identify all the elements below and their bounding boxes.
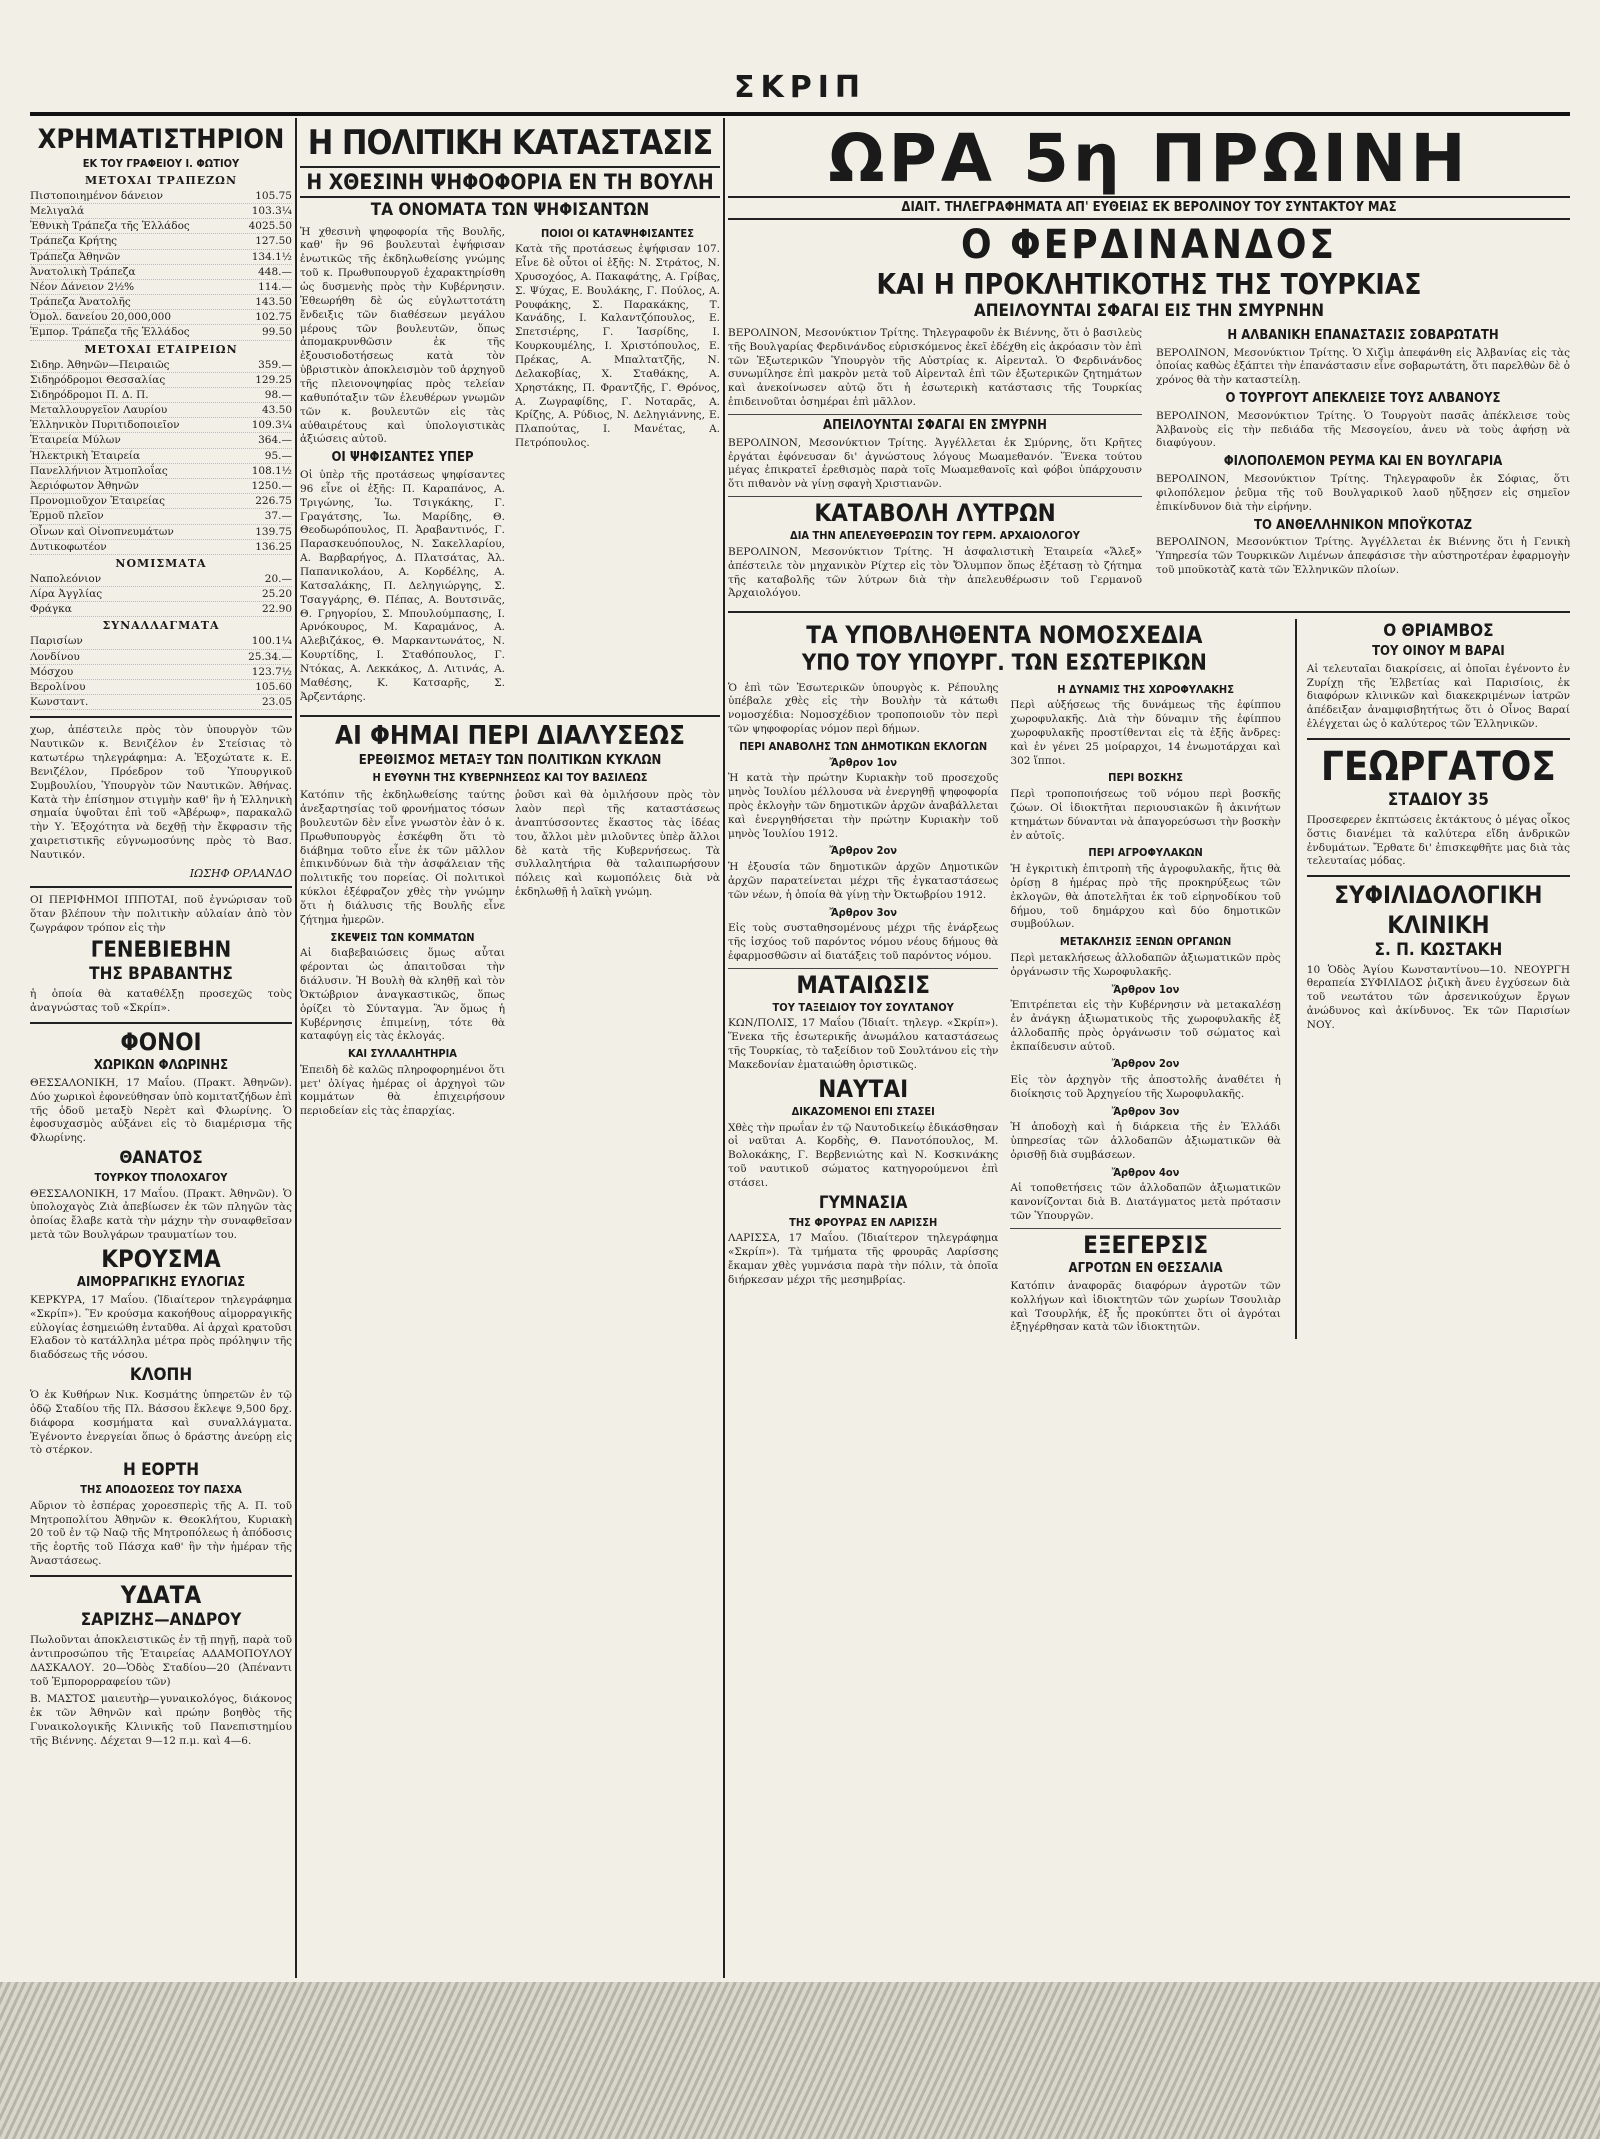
- stock-price: 25.20: [261, 588, 292, 601]
- stock-row: [30, 650, 292, 665]
- stock-row: [30, 280, 292, 295]
- stock-price: 1250.—: [251, 479, 292, 492]
- stock-row: [30, 250, 292, 265]
- field-guards-title: ΠΕΡΙ ΑΓΡΟΦΥΛΑΚΩΝ: [1088, 846, 1203, 860]
- stock-name: Ἀεριόφωτον Ἀθηνῶν: [30, 479, 139, 492]
- triumph-title: Ο ΘΡΙΑΜΒΟΣ: [1383, 621, 1494, 642]
- ferdinand-title: Ο ΦΕΡΔΙΝΑΝΔΟΣ: [961, 221, 1337, 268]
- gendarmerie-text: Περὶ αὐξήσεως τῆς δυνάμεως τῆς ἐφίππου χωροφυλακῆς. Διὰ τὴν δύναμιν τῆς ἐφίππου χωροφυλακῆς προστίθενται εἰς τὰ ἐξῆς ἄνδρες: καὶ ἐν γένει 25 μοίραρχοι, 14 ἐνωμοτάρχαι καὶ 302 ἵπποι.: [1010, 699, 1281, 767]
- article-3-text: Εἰς τοὺς συσταθησομένους μέχρι τῆς ἐνάρξεως τῆς ἰσχύος τοῦ παρόντος νόμου νέους δήμους θὰ ἐφαρμοσθῶσιν αἱ διατάξεις τοῦ παρόντος νόμου.: [728, 922, 999, 962]
- stock-name: Ὁμολ. δανείου 20,000,000: [30, 311, 172, 324]
- gym-subtitle: ΤΗΣ ΦΡΟΥΡΑΣ ΕΝ ΛΑΡΙΣΣΗ: [789, 1215, 938, 1229]
- article-2-text: Ἡ ἐξουσία τῶν δημοτικῶν ἀρχῶν Δημοτικῶν ἀρχῶν παρατείνεται μέχρι τῆς ἐγκαταστάσεως τῶν νέων, ἡ ὁποία θὰ γίνῃ τὴν Ὀκτωβρίου 1912.: [728, 860, 999, 901]
- turgut-title: Ο ΤΟΥΡΓΟΥΤ ΑΠΕΚΛΕΙΣΕ ΤΟΥΣ ΑΛΒΑΝΟΥΣ: [1225, 391, 1501, 407]
- stock-row: [30, 634, 292, 649]
- theft-title: ΚΛΟΠΗ: [129, 1365, 193, 1386]
- stock-name: Οἶνων καὶ Οἰνοπνευμάτων: [30, 525, 174, 538]
- stock-price: 123.7½: [251, 665, 292, 678]
- stock-price: 22.90: [261, 603, 292, 616]
- rally-text: Ἐπειδὴ δὲ καλῶς πληροφορημένοι ὅτι μετ' ὀλίγας ἡμέρας οἱ ἀρχηγοὶ τῶν κομμάτων θὰ ἐπιχειρήσουν περιοδείαν εἰς τὰς ἐπαρχίας.: [300, 1063, 505, 1118]
- bulgaria-war-text: ΒΕΡΟΛΙΝΟΝ, Μεσονύκτιον Τρίτης. Τηλεγραφοῦν ἐκ Σόφιας, ὅτι φιλοπόλεμον ῥεῦμα τῆς τοῦ Βουλγαρικοῦ λαοῦ ηὔξησεν εἰς σημεῖον ἐπικίνδυνον διὰ τὴν εἰρήνην.: [1156, 472, 1570, 513]
- column-divider: [723, 118, 725, 1978]
- gym-text: ΛΑΡΙΣΣΑ, 17 Μαΐου. (Ἰδιαίτερον τηλεγράφημα «Σκρίπ»). Τὰ τμήματα τῆς φρουρᾶς Λαρίσσης ἔκαμαν χθὲς γυμνάσια παρὰ τὴν πόλιν, τὰ ὁποῖα διήρκεσαν μέχρι τῆς μεσημβρίας.: [728, 1232, 999, 1286]
- stock-name: Νέον Δάνειον 2½%: [30, 280, 135, 293]
- stock-row: [30, 403, 292, 418]
- rally-title: ΚΑΙ ΣΥΛΛΑΛΗΤΗΡΙΑ: [348, 1047, 457, 1061]
- foreign-article-2-heading: Ἄρθρον 2ον: [1111, 1057, 1180, 1071]
- foreign-article-4-heading: Ἄρθρον 4ον: [1111, 1165, 1180, 1179]
- stock-row: [30, 479, 292, 494]
- bulgaria-war-title: ΦΙΛΟΠΟΛΕΜΟΝ ΡΕΥΜΑ ΚΑΙ ΕΝ ΒΟΥΛΓΑΡΙΑ: [1223, 454, 1503, 470]
- easter-subtitle: ΤΗΣ ΑΠΟΔΟΣΕΩΣ ΤΟΥ ΠΑΣΧΑ: [80, 1483, 242, 1497]
- stock-name: Κωνσταντ.: [30, 696, 89, 709]
- stock-name: Μεταλλουργεῖον Λαυρίου: [30, 404, 168, 417]
- stock-name: Ἑταιρεία Μύλων: [30, 434, 121, 447]
- stock-price: 108.1½: [251, 464, 292, 477]
- stock-name: Μόσχου: [30, 665, 74, 678]
- stock-row: [30, 325, 292, 340]
- stock-price: 23.05: [261, 696, 292, 709]
- gendarmerie-title: Η ΔΥΝΑΜΙΣ ΤΗΣ ΧΩΡΟΦΥΛΑΚΗΣ: [1057, 682, 1234, 696]
- sailors-subtitle: ΔΙΚΑΖΟΜΕΝΟΙ ΕΠΙ ΣΤΑΣΕΙ: [791, 1105, 935, 1118]
- stock-row: [30, 388, 292, 403]
- stock-price: 20.—: [264, 572, 292, 585]
- bank-stocks-list: [30, 189, 292, 341]
- column-3: [728, 122, 1570, 1972]
- stock-name: Σιδηρόδρομοι Θεσσαλίας: [30, 373, 166, 386]
- stock-row: [30, 265, 292, 280]
- stock-price: 25.34.—: [248, 650, 292, 663]
- grazing-title: ΠΕΡΙ ΒΟΣΚΗΣ: [1108, 771, 1184, 785]
- foreign-article-4-text: Αἱ τοποθετήσεις τῶν ἀλλοδαπῶν ἀξιωματικῶν κανονίζονται διὰ Β. Διατάγματος μετὰ πρότασιν τῶν Ὑπουργῶν.: [1010, 1182, 1281, 1223]
- easter-text: Αὔριον τὸ ἑσπέρας χοροεσπερὶς τῆς Α. Π. τοῦ Μητροπολίτου Ἀθηνῶν κ. Θεοκλήτου, Κυριακὴ 20 τοῦ ἐν τῷ Ναῷ τῆς Μητροπόλεως ἡ ἀπόδοσις τῆς ἑορτῆς τοῦ Πάσχα καθ' ἣν τὴν ἡμέραν τῆς Ἀναστάσεως.: [30, 1499, 292, 1568]
- clinic-title: ΣΥΦΙΛΙΔΟΛΟΓΙΚΗ: [1334, 881, 1543, 910]
- stock-row: [30, 310, 292, 325]
- foreign-article-2-text: Εἰς τὸν ἀρχηγὸν τῆς ἀποστολῆς ἀναθέτει ἡ διοίκησις τοῦ Ἀρχηγείου τῆς Χωροφυλακῆς.: [1010, 1074, 1281, 1100]
- stock-name: Φράγκα: [30, 603, 72, 616]
- uprising-text: Κατόπιν ἀναφορᾶς διαφόρων ἀγροτῶν τῶν κολλήγων καὶ ἰδιοκτητῶν τῶν χωρίων Τσουλιὰρ καὶ Τσουρλήκ, ἐξ ἧς προκύπτει ὅτι οἱ ἀγρόται ἐξηγέρθησαν κατὰ τῶν ἰδιοκτητῶν.: [1010, 1279, 1281, 1334]
- death-subtitle: ΤΟΥΡΚΟΥ ΤΠΟΛΟΧΑΓΟΥ: [94, 1171, 228, 1185]
- ferdinand-text: ΒΕΡΟΛΙΝΟΝ, Μεσονύκτιον Τρίτης. Τηλεγραφοῦν ἐκ Βιέννης, ὅτι ὁ βασιλεὺς τῆς Βουλγαρίας Φερδινάνδος εὑρισκόμενος ἐκεῖ ἐδέχθη εἰς ἀκρόασιν τὸν ἐπὶ τῶν Ἐξωτερικῶν Ὑπουργὸν τῆς Αὐστρίας κ. Αἰρενταλ. Ὁ Φερδινάνδος συνωμίλησε ἐπὶ μακρὸν μετὰ τοῦ Αἰρενταλ ἐπὶ τῶν ἐξωτερικῶν ζητημάτων καὶ ἀνεκοίνωσεν αὐτῷ ὅτι ἡ ἐσωτερικὴ κατάστασις τῆς Τουρκίας ἐπιδεινοῦται ὁσημέραι ἐπὶ μᾶλλον.: [728, 326, 1142, 409]
- rumors-text-b: ῥοῦσι καὶ θὰ ὁμιλήσουν πρὸς τὸν λαὸν περὶ τῆς καταστάσεως ἀναπτύσσοντες ἕκαστος τὰς ἰδέας του, ἄλλοι μὲν μιλοῦντες ὑπὲρ ἄλλοι δὲ κατὰ τῆς Κυβερνήσεως. Τὰ συλλαλητήρια θὰ ταλαιπωρήσουν πόλεις καὶ κωμοπόλεις διὰ νὰ ἐκδηλωθῇ ἡ λαϊκὴ γνώμη.: [515, 789, 720, 899]
- murders-title: ΦΟΝΟΙ: [120, 1028, 202, 1057]
- waters-text: Πωλοῦνται ἀποκλειστικῶς ἐν τῇ πηγῇ, παρὰ τοῦ ἀντιπροσώπου τῆς Ἑταιρείας ΑΔΑΜΟΠΟΥΛΟΥ ΔΑΣΚΑΛΟΥ. 20—Ὁδὸς Σταδίου—20 (Ἀπέναντι τοῦ Ἐμπορορραφείου τῶν): [30, 1633, 292, 1688]
- torn-page-edge: [0, 1982, 1600, 2139]
- stock-price: 37.—: [264, 510, 292, 523]
- stock-name: Ναπολεόνιον: [30, 572, 102, 585]
- georgatos-subtitle: ΣΤΑΔΙΟΥ 35: [1387, 790, 1489, 811]
- smyrna-text: ΒΕΡΟΛΙΝΟΝ, Μεσονύκτιον Τρίτης. Ἀγγέλλεται ἐκ Σμύρνης, ὅτι Κρῆτες ἐργάται ἐφόνευσαν δι' ἀγνώστους λόγους Μωαμεθανόν. Ἕνεκα τούτου μέγας ἐπικρατεῖ ἐρεθισμὸς παρὰ τοῖς Μωαμεθανοῖς καὶ φόβοι ὑπάρχουσιν ὅτι πιθανὸν νὰ γίνῃ σφαγὴ Χριστιανῶν.: [728, 436, 1142, 491]
- stock-section-coins: ΝΟΜΙΣΜΑΤΑ: [115, 556, 207, 570]
- triumph-text: Αἱ τελευταῖαι διακρίσεις, αἱ ὁποῖαι ἐγένοντο ἐν Ζυρίχῃ τῆς Ἑλβετίας καὶ Παρισίοις, ἐκ διαφόρων κλινικῶν καὶ διακεκριμένων ἰατρῶν ἀπέδειξαν ἀναμφισβητήτως ὅτι ὁ Οἶνος Βαραί ἐλέγχεται ὡς ὁ καλύτερος τῶν Ἑλληνικῶν.: [1306, 662, 1570, 731]
- stock-price: 448.—: [258, 265, 292, 278]
- stock-price: 364.—: [258, 434, 292, 447]
- politics-title: Η ΠΟΛΙΤΙΚΗ ΚΑΤΑΣΤΑΣΙΣ: [307, 123, 713, 163]
- article-1-text: Ἡ κατὰ τὴν πρώτην Κυριακὴν τοῦ προσεχοῦς μηνὸς Ἰουλίου μέλλουσα νὰ ἐνεργηθῇ ψηφοφορία πρὸς ἐκλογὴν τῶν δημοτικῶν ἀρχῶν ἀναβάλλεται καὶ ἐνεργηθήσεται τὴν πρώτην Κυριακὴν τοῦ μηνὸς Ἰουλίου 1912.: [728, 772, 999, 840]
- stock-price: 105.60: [255, 680, 292, 693]
- stock-row: [30, 572, 292, 587]
- stock-price: 127.50: [255, 235, 292, 248]
- skepsis-text: Αἱ διαβεβαιώσεις ὅμως αὗται φέρονται ὡς ἀπαιτοῦσαι τὴν διάλυσιν. Ἡ Βουλὴ θὰ κληθῇ καὶ τὸν Ὀκτώβριον ἀναγκαστικῶς, ὅπως ὁρίζει τὸ Σύνταγμα. Ἂν ὅμως ἡ Κυβέρνησις ἐπιμείνῃ, τότε θὰ καταφύγῃ εἰς τὰς ἐκλογάς.: [300, 947, 505, 1043]
- clinic-text: 10 Ὁδὸς Ἁγίου Κωνσταντίνου—10. ΝΕΟΥΡΓΗ θεραπεία ΣΥΦΙΛΙΔΟΣ ῥιζικὴ ἄνευ ἐγχύσεων διὰ τοῦ νεωτάτου τῶν ἀρσενικούχων ἔργων ἀνώδυνος καὶ ἀκίνδυνος. Ἐκ τῶν Παρισίων ΝΟΥ.: [1306, 963, 1570, 1031]
- stock-price: 109.3¼: [251, 419, 292, 432]
- waters-title: ΥΔΑΤΑ: [120, 1580, 202, 1609]
- foreign-article-3-heading: Ἄρθρον 3ον: [1111, 1104, 1180, 1118]
- stock-price: 99.50: [261, 326, 292, 339]
- rumors-subtitle-2: Η ΕΥΘΥΝΗ ΤΗΣ ΚΥΒΕΡΝΗΣΕΩΣ ΚΑΙ ΤΟΥ ΒΑΣΙΛΕΩΣ: [372, 770, 648, 784]
- krousma-title: ΚΡΟΥΣΜΑ: [101, 1245, 221, 1273]
- uprising-subtitle: ΑΓΡΟΤΩΝ ΕΝ ΘΕΣΣΑΛΙΑ: [1068, 1261, 1223, 1277]
- sultan-subtitle: ΤΟΥ ΤΑΞΕΙΔΙΟΥ ΤΟΥ ΣΟΥΛΤΑΝΟΥ: [772, 1000, 954, 1014]
- boycott-title: ΤΟ ΑΝΘΕΛΛΗΝΙΚΟΝ ΜΠΟΫΚΟΤΑΖ: [1253, 517, 1472, 533]
- coins-list: [30, 572, 292, 618]
- ransom-title: ΚΑΤΑΒΟΛΗ ΛΥΤΡΩΝ: [814, 499, 1056, 528]
- stock-name: Πιστοποιημένον δάνειον: [30, 189, 163, 202]
- foreign-officers-text: Περὶ μετακλήσεως ἀλλοδαπῶν ἀξιωματικῶν πρὸς ὀργάνωσιν τῆς Χωροφυλακῆς.: [1010, 951, 1281, 978]
- field-guards-text: Ἡ ἐγκριτικὴ ἐπιτροπὴ τῆς ἀγροφυλακῆς, ἥτις θὰ ὁρίσῃ 8 ἡμέρας πρὸ τῆς προκηρύξεως τῶν ἐκλογῶν, θὰ ἀποτελῆται ἐκ τοῦ εἰρηνοδίκου τοῦ δήμου, τοῦ δημάρχου καὶ δύο δημοτικῶν συμβούλων.: [1010, 862, 1281, 931]
- telegram-signature: ΙΩΣΗΦ ΟΡΛΑΝΔΟ: [189, 866, 292, 880]
- stock-name: Ἑλληνικὸν Πυριτιδοποιεῖον: [30, 419, 180, 432]
- contra-text: Κατὰ τῆς προτάσεως ἐψήφισαν 107. Εἶνε δὲ οὗτοι οἱ ἑξῆς: Ν. Στράτος, Ν. Χρυσοχόος, Α. Πακαφάτης, Α. Γρίβας, Σ. Ψύχας, Ε. Βουλάκης, Γ. Πούλος, Α. Ρουφάκης, Σ. Παρακάκης, Τ. Κανάδης, Ι. Καλαντζόπουλος, Ε. Σπετσιέρης, Γ. Ἰασρίδης, Ι. Κουρκουμέλης, Ι. Χριστόπουλος, Ε. Πρέκας, Α. Μπαλτατζῆς, Ν. Δελακοβίας, Χ. Σταθάκης, Α. Χρηστάκης, Π. Φραντζῆς, Γ. Θρόνος, Α. Ζωγραφίδης, Γ. Νοταρᾶς, Α. Κρίζης, Α. Ρύδιος, Ν. Δεληγιάννης, Ε. Πλαπούτας, Ι. Μανέτας, Α. Πετρόπουλος.: [515, 243, 720, 450]
- uprising-title: ΕΞΕΓΕΡΣΙΣ: [1083, 1231, 1209, 1259]
- exchange-list: [30, 634, 292, 710]
- article-2-heading: Ἄρθρον 2ον: [829, 844, 898, 858]
- bills-title: ΤΑ ΥΠΟΒΛΗΘΕΝΤΑ ΝΟΜΟΣΧΕΔΙΑ: [806, 621, 1203, 650]
- stock-price: 103.3¼: [251, 205, 292, 218]
- boycott-text: ΒΕΡΟΛΙΝΟΝ, Μεσονύκτιον Τρίτης. Ἀγγέλλεται ἐκ Βιέννης ὅτι ἡ Γενικὴ Ὑπηρεσία τῶν Τουρκικῶν Λιμένων ἀπεφάσισε τὴν αὐστηροτέραν ἐφαρμογὴν τοῦ μποϋκοτὰζ κατὰ τῶν Ἑλληνικῶν πλοίων.: [1156, 536, 1570, 576]
- stock-name: Ἠλεκτρικὴ Ἑταιρεία: [30, 449, 141, 462]
- stock-name: Σιδηρ. Ἀθηνῶν—Πειραιῶς: [30, 358, 170, 371]
- stock-row: [30, 418, 292, 433]
- stock-row: [30, 602, 292, 617]
- stock-row: [30, 204, 292, 219]
- sailors-title: ΝΑΥΤΑΙ: [818, 1074, 909, 1103]
- albania-title: Η ΑΛΒΑΝΙΚΗ ΕΠΑΝΑΣΤΑΣΙΣ ΣΟΒΑΡΩΤΑΤΗ: [1227, 327, 1499, 343]
- stock-row: [30, 509, 292, 524]
- death-title: ΘΑΝΑΤΟΣ: [119, 1148, 203, 1169]
- voters-title: ΟΙ ΨΗΦΙΣΑΝΤΕΣ ΥΠΕΡ: [331, 450, 474, 466]
- stock-name: Τράπεζα Ἀθηνῶν: [30, 250, 121, 263]
- grazing-text: Περὶ τροποποιήσεως τοῦ νόμου περὶ βοσκῆς ζώων. Οἱ ἰδιοκτῆται περιουσιακῶν ἢ ἀκινήτων κτημάτων δύνανται νὰ ἀπαγορεύσωσι τὴν βοσκὴν ἐν αὐτοῖς.: [1010, 787, 1281, 842]
- albania-text: ΒΕΡΟΛΙΝΟΝ, Μεσονύκτιον Τρίτης. Ὁ Χιζὶμ ἀπεφάνθη εἰς Ἀλβανίας εἰς τὰς ὁποίας καθὼς ἐξάπτει τὴν ἐπανάστασιν εἶνε σοβαρωτάτη, ὅτι παρελθὼν δὲ ὁ χρόνος θὰ τὴν καταστείλῃ.: [1156, 346, 1570, 387]
- stock-name: Λίρα Ἀγγλίας: [30, 588, 103, 601]
- morning-banner: ΩΡΑ 5η ΠΡΩΙΝΗ: [828, 122, 1470, 197]
- stock-row: [30, 295, 292, 310]
- voters-text: Οἱ ὑπὲρ τῆς προτάσεως ψηφίσαντες 96 εἶνε οἱ ἑξῆς: Π. Καραπάνος, Α. Τριγώνης, Ἰω. Τσιγκάκης, Γ. Γραγάτσης, Ἰω. Μαρίδης, Θ. Θεοδωρόπουλος, Π. Ἀραβαντινός, Γ. Παρασκευόπουλος, Ν. Σακελλαρίου, Α. Βαρβαρήγος, Δ. Πλατσάτας, Ἀλ. Παπανικολάου, Α. Κορδέλης, Α. Κατσαλάκης, Π. Δεληγιώργης, Σ. Τσαγγάρης, Θ. Πέπας, Α. Βουτσινᾶς, Θ. Γρηγορίου, Σ. Μπουλούμπασης, Ι. Αρνόκουρος, Μ. Καραμάνος, Α. Αλεβιζάκος, Θ. Μαρκαντωνάτος, Ν. Κουρτίδης, Ι. Σταθόπουλος, Γ. Ντόκας, Α. Λεκκάκος, Δ. Λιτινάς, Α. Μαθέσης, Κ. Κατσαρῆς, Σ. Ἀρζεντάρης.: [300, 468, 505, 703]
- stock-price: 100.1¼: [251, 635, 292, 648]
- clinic-subtitle: ΚΛΙΝΙΚΗ: [1387, 910, 1490, 939]
- stock-row: [30, 373, 292, 388]
- stock-name: Δυτικοφωτέον: [30, 540, 107, 553]
- telegram-text: χωρ, ἀπέστειλε πρὸς τὸν ὑπουργὸν τῶν Ναυτικῶν κ. Βενιζέλον ἐν Στείσιας τὸ κατωτέρω τηλεγράφημα: Α. Ἐξοχώτατε κ. Ε. Βενιζέλον, Πρόεδρον τοῦ Ὑπουργικοῦ Συμβουλίου, Ὑπουργὸν τῶν Ναυτικῶν. Ἀθήνας. Κατὰ τὴν ἐπίσημον στιγμὴν καθ' ἣν ἡ Ἑλληνικὴ σημαία ὑψοῦται ἐπὶ τοῦ «Ἀβέρωφ», παρακαλῶ τὴν Υ. Ἐξοχότητα νὰ δεχθῇ τὴν ἔκφρασιν τῆς χαιρετιστικῆς εὐγνωμοσύνης πρὸς τὸ Βασ. Ναυτικόν.: [30, 724, 292, 861]
- ransom-text: ΒΕΡΟΛΙΝΟΝ, Μεσονύκτιον Τρίτης. Ἡ ἀσφαλιστικὴ Ἑταιρεία «Ἄλεξ» ἀπέστειλε τὸν μηχανικὸν Ρίχτερ εἰς τὸν Ὄλυμπον ὅπως ἐξέτασῃ τὸ ζήτημα τῆς καταβολῆς τῶν λύτρων διὰ τὴν ἀπελευθέρωσιν τοῦ Γερμανοῦ Ἀρχαιολόγου.: [728, 545, 1142, 600]
- stock-name: Μελιγαλά: [30, 205, 85, 218]
- death-text: ΘΕΣΣΑΛΟΝΙΚΗ, 17 Μαΐου. (Πρακτ. Ἀθηνῶν). Ὁ ὑπολοχαγὸς Ζιὰ ἀπεβίωσεν ἐκ τῶν πληγῶν τὰς ὁποίας ἔλαβε κατὰ τὴν μάχην τὴν συναφθεῖσαν μετὰ τῶν Βουλγάρων τραυματίων του.: [30, 1187, 292, 1242]
- foreign-article-3-text: Ἡ ἀποδοχὴ καὶ ἡ διάρκεια τῆς ἐν Ἑλλάδι ὑπηρεσίας τῶν ἀλλοδαπῶν ἀξιωματικῶν θὰ ὁρισθῇ διὰ συμβάσεων.: [1010, 1121, 1281, 1162]
- politics-headline: Η ΧΘΕΣΙΝΗ ΨΗΦΟΦΟΡΙΑ ΕΝ ΤΗ ΒΟΥΛΗ: [300, 166, 720, 198]
- sailors-text: Χθὲς τὴν πρωΐαν ἐν τῷ Ναυτοδικείῳ ἐδικάσθησαν οἱ ναῦται Α. Κορδὴς, Θ. Πανοτόπουλος, Μ. Βολοκάκης, Γ. Βερβενιώτης καὶ Ν. Κοσκινάκης τοῦ ναυτικοῦ σώματος κατηγορούμενοι ἐπὶ στάσει.: [728, 1121, 999, 1189]
- skepsis-title: ΣΚΕΨΕΙΣ ΤΩΝ ΚΟΜΜΑΤΩΝ: [330, 930, 475, 944]
- bills-articles-title: ΠΕΡΙ ΑΝΑΒΟΛΗΣ ΤΩΝ ΔΗΜΟΤΙΚΩΝ ΕΚΛΟΓΩΝ: [739, 740, 988, 753]
- gym-title: ΓΥΜΝΑΣΙΑ: [818, 1192, 908, 1213]
- stock-row: [30, 695, 292, 710]
- company-stocks-list: [30, 358, 292, 555]
- krousma-text: ΚΕΡΚΥΡΑ, 17 Μαΐου. (Ἰδιαίτερον τηλεγράφημα «Σκρίπ»). Ἓν κρούσμα κακοήθους αἱμορραγικῆς εὐλογίας ἐσημειώθη ἐνταῦθα. Αἱ ἀρχαὶ κρατοῦσι Ελαδον τὸ κατάλληλα μέτρα πρὸς πρόληψιν τῆς διαδόσεως τῆς νόσου.: [30, 1293, 292, 1362]
- rumors-title: ΑΙ ΦΗΜΑΙ ΠΕΡΙ ΔΙΑΛΥΣΕΩΣ: [335, 720, 685, 751]
- foreign-officers-title: ΜΕΤΑΚΛΗΣΙΣ ΞΕΝΩΝ ΟΡΓΑΝΩΝ: [1059, 935, 1232, 949]
- stock-row: [30, 464, 292, 479]
- sultan-title: ΜΑΤΑΙΩΣΙΣ: [796, 970, 930, 999]
- stock-row: [30, 587, 292, 602]
- stock-price: 129.25: [255, 373, 292, 386]
- stock-name: Τράπεζα Κρήτης: [30, 235, 118, 248]
- stock-price: 4025.50: [248, 220, 292, 233]
- stock-row: [30, 189, 292, 204]
- stock-name: Ἐμπορ. Τράπεζα τῆς Ἑλλάδος: [30, 326, 190, 339]
- stock-row: [30, 449, 292, 464]
- murders-subtitle: ΧΩΡΙΚΩΝ ΦΛΩΡΙΝΗΣ: [93, 1058, 229, 1074]
- stock-name: Ἐθνικὴ Τράπεζα τῆς Ἑλλάδος: [30, 220, 190, 233]
- stock-section-exchange: ΣΥΝΑΛΛΑΓΜΑΤΑ: [102, 619, 220, 633]
- murders-text: ΘΕΣΣΑΛΟΝΙΚΗ, 17 Μαΐου. (Πρακτ. Ἀθηνῶν). Δύο χωρικοὶ ἐφονεύθησαν ὑπὸ κομιτατζήδων ἐπὶ τῆς ὁδοῦ μεταξὺ Νερὲτ καὶ Φλωρίνης. Ὁ ἐφοσυχασμὸς αὐξάνει εἰς τὸ διαμέρισμα τῆς Φλωρίνης.: [30, 1076, 292, 1145]
- article-3-heading: Ἄρθρον 3ον: [829, 905, 898, 919]
- stock-row: [30, 358, 292, 373]
- stock-name: Τράπεζα Ἀνατολῆς: [30, 296, 131, 309]
- stock-price: 134.1½: [251, 250, 292, 263]
- column-1: [30, 122, 292, 1972]
- article-1-heading: Ἄρθρον 1ον: [829, 755, 898, 769]
- morning-banner-subtitle: ΔΙΑΙΤ. ΤΗΛΕΓΡΑΦΗΜΑΤΑ ΑΠ' ΕΥΘΕΙΑΣ ΕΚ ΒΕΡΟΛΙΝΟΥ ΤΟΥ ΣΥΝΤΑΚΤΟΥ ΜΑΣ: [728, 196, 1570, 220]
- masthead: ΣΚΡΙΠ: [734, 70, 866, 105]
- krousma-subtitle: ΑΙΜΟΡΡΑΓΙΚΗΣ ΕΥΛΟΓΙΑΣ: [76, 1275, 246, 1291]
- georgatos-title: ΓΕΩΡΓΑΤΟΣ: [1320, 744, 1556, 791]
- stock-exchange-subtitle: ΕΚ ΤΟΥ ΓΡΑΦΕΙΟΥ Ι. ΦΩΤΙΟΥ: [82, 157, 240, 171]
- stock-name: Σιδηρόδρομοι Π. Δ. Π.: [30, 388, 149, 401]
- rumors-subtitle: ΕΡΕΘΙΣΜΟΣ ΜΕΤΑΞΥ ΤΩΝ ΠΟΛΙΤΙΚΩΝ ΚΥΚΛΩΝ: [358, 752, 662, 768]
- stock-price: 143.50: [255, 296, 292, 309]
- column-divider: [295, 118, 297, 1978]
- column-2: [300, 122, 720, 1972]
- stock-row: [30, 433, 292, 448]
- stock-price: 114.—: [258, 280, 292, 293]
- hippodrome-text: ΟΙ ΠΕΡΙΦΗΜΟΙ ΙΠΠΟΤΑΙ, ποῦ ἐγνώρισαν τοῦ ὅταν βλέπουν τὴν πολιτικὴν αὐλαίαν ἀπὸ τὸν ζωγράφον τρόπον εἰς τὴν: [30, 893, 292, 934]
- politics-subtitle: ΤΑ ΟΝΟΜΑΤΑ ΤΩΝ ΨΗΦΙΣΑΝΤΩΝ: [370, 199, 650, 220]
- genevieve-title: ΓΕΝΕΒΙΕΒΗΝ: [90, 938, 232, 964]
- stock-price: 102.75: [255, 311, 292, 324]
- stock-name: Λονδίνου: [30, 650, 80, 663]
- contra-title: ΠΟΙΟΙ ΟΙ ΚΑΤΑΨΗΦΙΣΑΝΤΕΣ: [541, 226, 694, 240]
- politics-intro-text: Ἡ χθεσινὴ ψηφοφορία τῆς Βουλῆς, καθ' ἣν 96 βουλευταὶ ἐψήφισαν ἐνωτικῶς τῆς ἐκδηλωθείσης γνώμης τοῦ κ. Πρωθυπουργοῦ ἐχαρακτηρίσθη ὡς δυσμενὴς πρὸς τὴν Κυβέρνησιν. Ἐθεωρήθη δὲ ὡς εὐγλωττοτάτη ἔνδειξις τῶν διαθέσεων μεγάλου μέρους τῶν βουλευτῶν, ὅπως ἀπομακρυνθῶσιν ἐκ τῆς ἐξουσιοδοτήσεως κατὰ τὸν ὑβριστικὸν ἀποκλεισμὸν τοῦ ἀρχηγοῦ τῆς πλειονοψηφίας πρὸς τελείαν καθυπόταξιν τῶν ἐλευθέρων γνωμῶν τῶν κ. βουλευτῶν εἰς τὰς αὐθαιρέτους καὶ ὑπολογιστικὰς ἀξιώσεις αὐτοῦ.: [300, 225, 505, 446]
- smyrna-title: ΑΠΕΙΛΟΥΝΤΑΙ ΣΦΑΓΑΙ ΕΝ ΣΜΥΡΝΗ: [823, 418, 1047, 434]
- foreign-article-1-text: Ἐπιτρέπεται εἰς τὴν Κυβέρνησιν νὰ μετακαλέσῃ ἐν ἀνάγκῃ ἀξιωματικοὺς τῆς χωροφυλακῆς ἐξ ἀλλοδαπῆς πρὸς ὀργάνωσιν τοῦ σώματος καὶ ἐκπαίδευσιν αὐτοῦ.: [1010, 999, 1281, 1053]
- clinic-doctor: Σ. Π. ΚΩΣΤΑΚΗ: [1374, 939, 1503, 960]
- doctor-ad-text: Β. ΜΑΣΤΟΣ μαιευτὴρ—γυναικολόγος, διάκονος ἐκ τῶν Ἀθηνῶν καὶ πρώην βοηθὸς τῆς Γυναικολογικῆς Κλινικῆς τοῦ Πανεπιστημίου τῆς Βιέννης. Δέχεται 9—12 π.μ. καὶ 4—6.: [30, 1693, 292, 1747]
- stock-price: 43.50: [261, 404, 292, 417]
- stock-price: 226.75: [255, 495, 292, 508]
- stock-row: [30, 680, 292, 695]
- stock-row: [30, 219, 292, 234]
- stock-price: 139.75: [255, 525, 292, 538]
- triumph-subtitle: ΤΟΥ ΟΙΝΟΥ Μ ΒΑΡΑΙ: [1372, 644, 1505, 660]
- stock-name: Ἑρμοῦ πλεῖον: [30, 510, 104, 523]
- genevieve-subtitle: ΤΗΣ ΒΡΑΒΑΝΤΗΣ: [89, 964, 233, 985]
- stock-name: Πανελλήνιον Ἀτμοπλοΐας: [30, 464, 168, 477]
- waters-subtitle: ΣΑΡΙΖΗΣ—ΑΝΔΡΟΥ: [80, 1610, 242, 1631]
- stock-price: 95.—: [264, 449, 292, 462]
- stock-price: 105.75: [255, 189, 292, 202]
- theft-text: Ὁ ἐκ Κυθήρων Νικ. Κοσμάτης ὑπηρετῶν ἐν τῷ ὁδῷ Σταδίου τῆς Πλ. Βάσσου ἔκλεψε 9,500 δρχ. διάφορα κοσμήματα καὶ συναλλάγματα. Ἐγένοντο ἐνεργείαι ὅπως ὁ δράστης ἀνεύρῃ εἰς τὸ στέρκον.: [30, 1388, 292, 1457]
- stock-name: Βερολίνου: [30, 680, 86, 693]
- stock-row: [30, 525, 292, 540]
- stock-price: 98.—: [264, 388, 292, 401]
- stock-row: [30, 234, 292, 249]
- genevieve-text: ἡ ὁποία θὰ καταθέλξῃ προσεχῶς τοὺς ἀναγνώστας τοῦ «Σκρίπ».: [30, 988, 292, 1015]
- stock-price: 359.—: [258, 358, 292, 371]
- stock-row: [30, 540, 292, 555]
- ferdinand-subtitle: ΚΑΙ Η ΠΡΟΚΛΗΤΙΚΟΤΗΣ ΤΗΣ ΤΟΥΡΚΙΑΣ: [876, 267, 1422, 301]
- stock-row: [30, 665, 292, 680]
- easter-title: Η ΕΟΡΤΗ: [122, 1460, 199, 1481]
- ferdinand-subtitle-2: ΑΠΕΙΛΟΥΝΤΑΙ ΣΦΑΓΑΙ ΕΙΣ ΤΗΝ ΣΜΥΡΝΗΝ: [973, 301, 1325, 322]
- stock-name: Παρισίων: [30, 635, 83, 648]
- stock-exchange-title: ΧΡΗΜΑΤΙΣΤΗΡΙΟΝ: [37, 124, 285, 155]
- rumors-text-a: Κατόπιν τῆς ἐκδηλωθείσης ταύτης ἀνεξαρτησίας τοῦ φρονήματος τόσων βουλευτῶν δὲν εἶνε γνωστὸν ἐὰν ὁ κ. Πρωθυπουργὸς ἐσκέφθη ὅτι τὸ διάβημα τοῦτο εἶνε ἐκ τῶν μᾶλλον ἐπικινδύνων διὰ τὴν ἀσφάλειαν τῆς πολιτικῆς του πορείας. Οἱ πολιτικοὶ κύκλοι ἐξέφραζον χθὲς τὴν γνώμην ὅτι ἡ διάλυσις τῆς Βουλῆς εἶνε ζήτημα ἡμερῶν.: [300, 789, 505, 926]
- stock-name: Προνομιοῦχον Ἑταιρείας: [30, 495, 165, 508]
- masthead-rule: [30, 112, 1570, 116]
- stock-price: 136.25: [255, 540, 292, 553]
- stock-name: Ἀνατολικὴ Τράπεζα: [30, 265, 136, 278]
- turgut-text: ΒΕΡΟΛΙΝΟΝ, Μεσονύκτιον Τρίτης. Ὁ Τουργοὺτ πασᾶς ἀπέκλεισε τοὺς Ἀλβανοὺς εἰς τὴν πεδιάδα τῆς Μεσογείου, ἀνευ νὰ τοὺς ἀφήσῃ νὰ διαφύγουν.: [1156, 409, 1570, 450]
- georgatos-text: Προσεφερεν ἐκπτώσεις ἐκτάκτους ὁ μέγας οἶκος ὅστις διανέμει τὰ καλύτερα εἴδη ἀνδρικῶν ἐνδυμάτων. Ἔρθατε δι' ἐπισκεφθῆτε μας διὰ τὰς τελευταίας μόδας.: [1306, 813, 1570, 868]
- foreign-article-1-heading: Ἄρθρον 1ον: [1111, 982, 1180, 996]
- stock-section-companies: ΜΕΤΟΧΑΙ ΕΤΑΙΡΕΙΩΝ: [84, 342, 238, 356]
- bills-subtitle: ΥΠΟ ΤΟΥ ΥΠΟΥΡΓ. ΤΩΝ ΕΣΩΤΕΡΙΚΩΝ: [801, 651, 1207, 677]
- stock-row: [30, 494, 292, 509]
- bills-text: Ὁ ἐπὶ τῶν Ἐσωτερικῶν ὑπουργὸς κ. Ρέπουλης ὑπέβαλε χθὲς εἰς τὴν Βουλὴν τὰ κάτωθι νομοσχέδια: Νομοσχέδιον τροποποιοῦν τὸν περὶ τῶν ψηφοφορίας νόμον περὶ δήμων.: [728, 681, 999, 736]
- stock-section-banks: ΜΕΤΟΧΑΙ ΤΡΑΠΕΖΩΝ: [84, 173, 237, 187]
- sultan-text: ΚΩΝ/ΠΟΛΙΣ, 17 Μαΐου (Ἰδιαίτ. τηλεγρ. «Σκρίπ»). Ἕνεκα τῆς ἐσωτερικῆς ἀνωμάλου καταστάσεως τῆς Τουρκίας, τὸ ταξείδιον τοῦ Σουλτάνου εἰς τὴν Μακεδονίαν ἐματαιώθη ὁριστικῶς.: [728, 1017, 999, 1071]
- ransom-subtitle: ΔΙΑ ΤΗΝ ΑΠΕΛΕΥΘΕΡΩΣΙΝ ΤΟΥ ΓΕΡΜ. ΑΡΧΑΙΟΛΟΓΟΥ: [790, 529, 1080, 543]
